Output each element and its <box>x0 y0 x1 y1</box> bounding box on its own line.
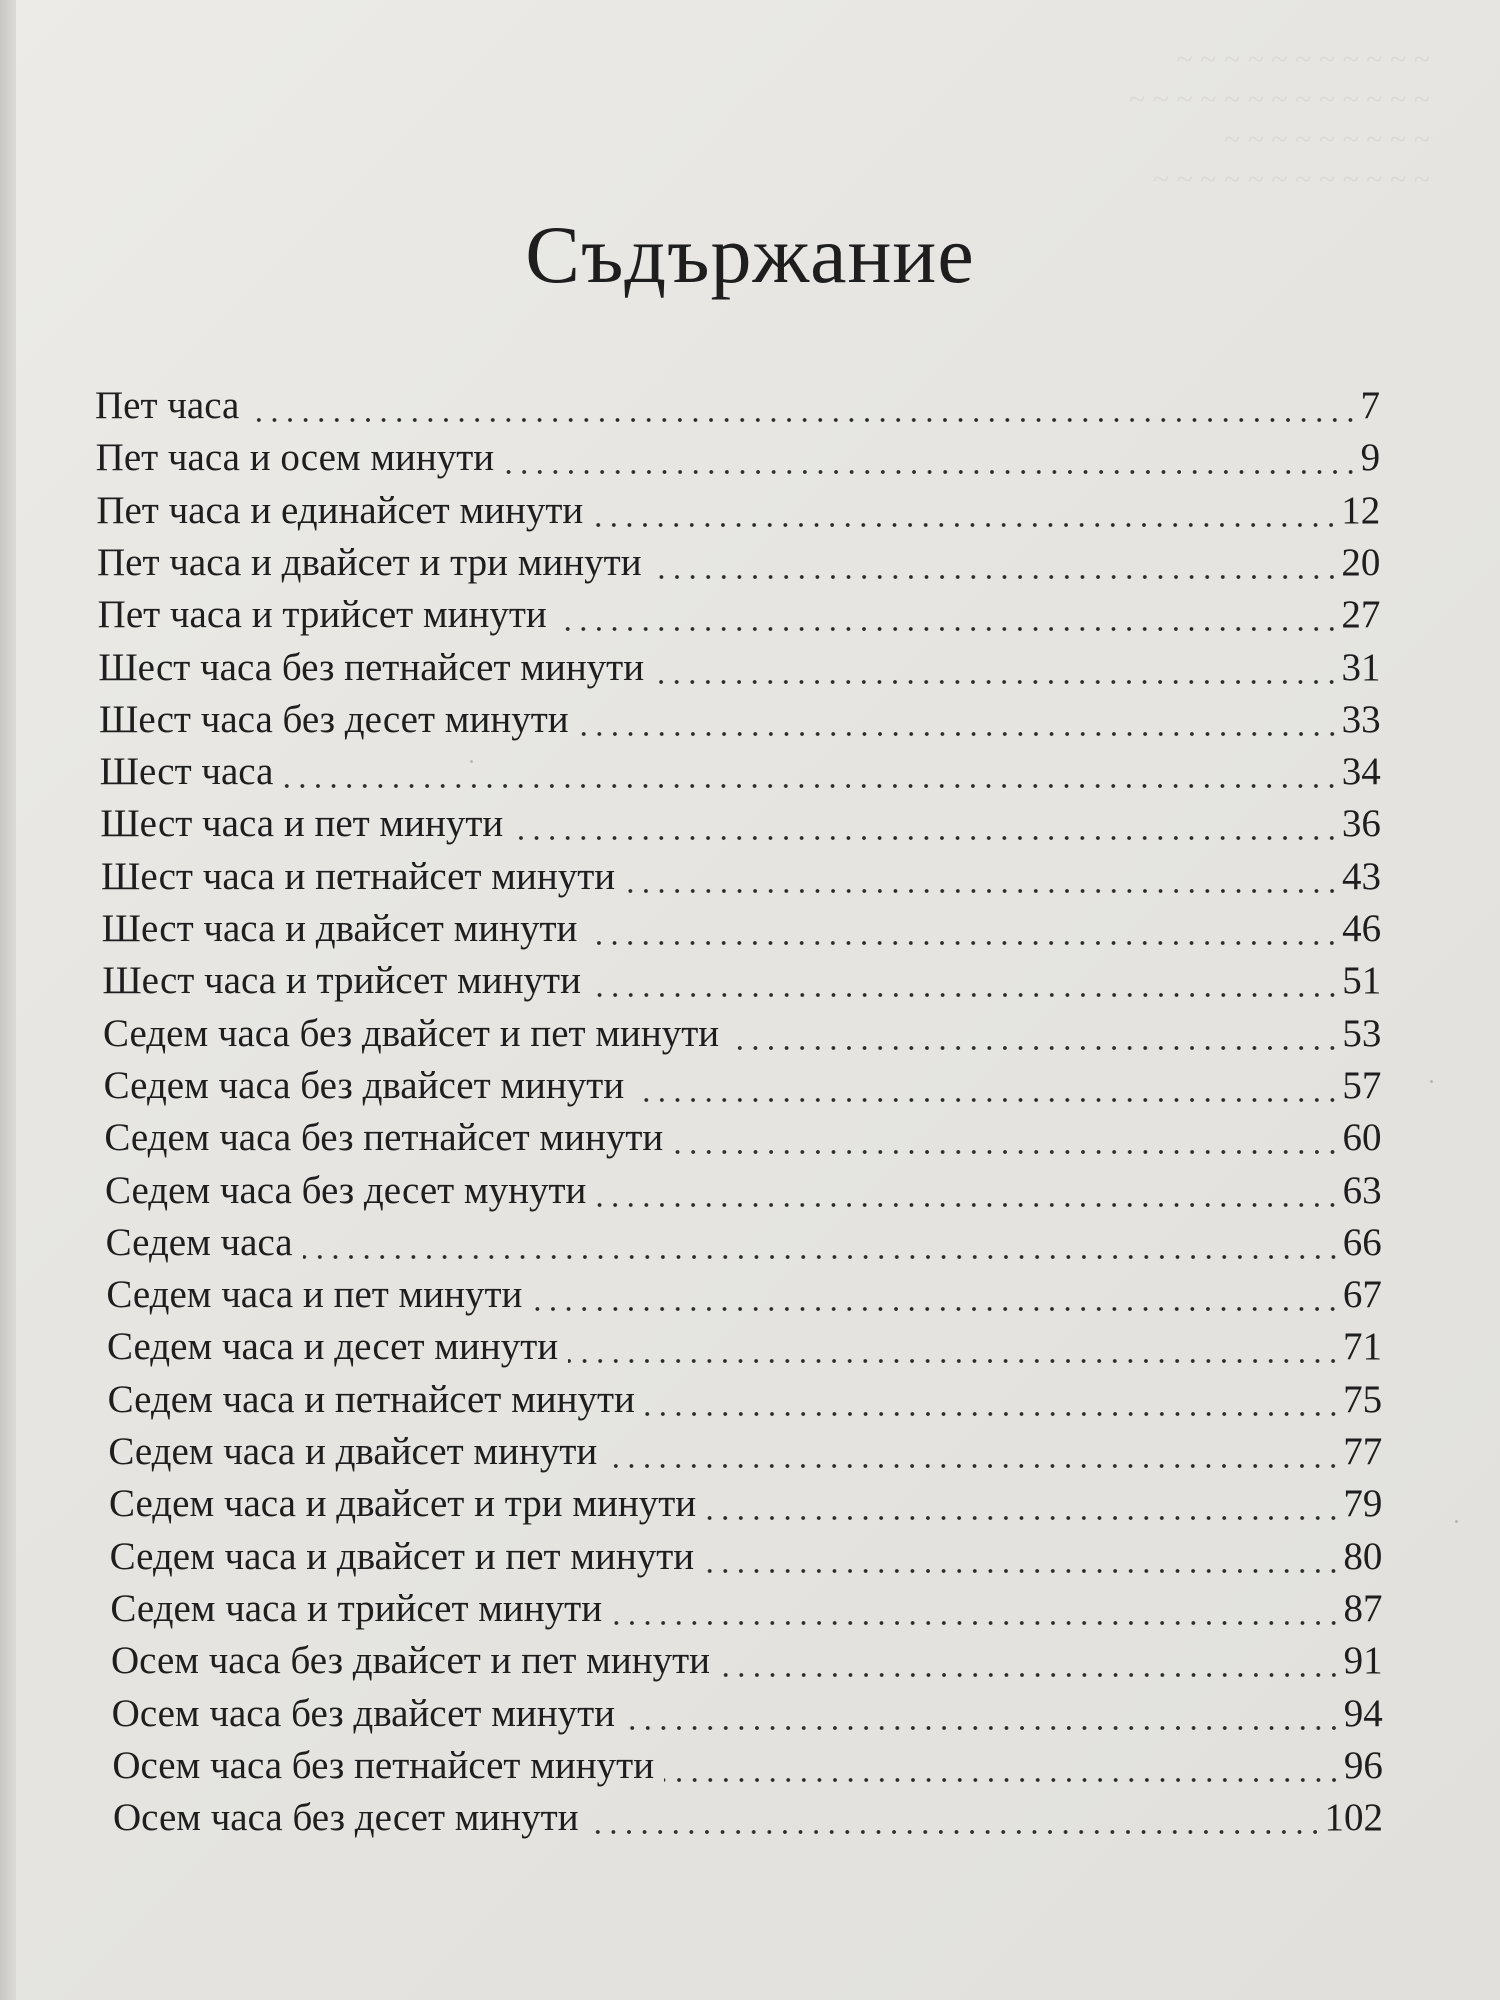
toc-entry <box>105 1165 1382 1217</box>
toc-entry-page-number: 53 <box>1342 1011 1382 1055</box>
toc-entry-title: Седем часа без десет мунути <box>105 1168 587 1212</box>
toc-entry-title: Седем часа и двайсет и три минути <box>109 1482 697 1526</box>
dot-leader <box>654 680 1339 684</box>
dot-leader <box>625 1726 1342 1730</box>
toc-entry <box>104 1112 1381 1164</box>
toc-entry-page-number: 71 <box>1343 1325 1382 1369</box>
dot-leader <box>532 1307 1340 1311</box>
toc-entry-title: Седем часа без двайсет и пет минути <box>103 1011 720 1055</box>
toc-entry-title: Пет часа и единайсет минути <box>96 488 584 532</box>
dot-leader <box>706 1516 1341 1520</box>
toc-entry-page-number: 80 <box>1343 1534 1383 1578</box>
dot-leader <box>593 523 1339 527</box>
toc-entry <box>98 589 1381 641</box>
toc-entry-page-number: 96 <box>1343 1743 1383 1787</box>
dot-leader <box>283 784 1339 788</box>
toc-entry-page-number: 36 <box>1341 802 1381 846</box>
toc-entry <box>108 1374 1382 1426</box>
dot-leader <box>589 1830 1323 1834</box>
toc-entry <box>112 1688 1383 1740</box>
toc-entry-title: Седем часа без двайсет минути <box>103 1063 625 1107</box>
dot-leader <box>625 889 1340 893</box>
toc-entry-page-number: 60 <box>1342 1116 1382 1160</box>
dot-leader <box>249 418 1358 422</box>
toc-entry-title: Шест часа <box>99 750 274 794</box>
toc-entry-page-number: 102 <box>1324 1796 1383 1840</box>
toc-entry <box>104 1060 1382 1112</box>
dot-leader <box>504 470 1358 474</box>
toc-entry <box>97 537 1380 589</box>
toc-entry <box>100 746 1381 798</box>
toc-entry <box>102 955 1381 1007</box>
show-through-text: ~ ~ ~ ~ ~ ~ ~ ~ ~ ~ ~ ~ ~ ~ ~ ~ ~ ~ ~ ~ ~ ~ ~ ~ ~ ~ ~ ~ ~ ~ ~ ~ ~ ~ ~ ~ ~ ~ ~ ~ ~ ~ ~ ~ ~ <box>1129 43 1430 196</box>
paper-speck <box>1455 1520 1458 1523</box>
toc-entry <box>101 851 1381 903</box>
toc-entry-title: Осем часа без двайсет минути <box>111 1691 616 1735</box>
toc-entry-page-number: 91 <box>1343 1639 1383 1683</box>
toc-entry <box>106 1217 1382 1269</box>
toc-entry-page-number: 33 <box>1341 697 1381 741</box>
toc-entry-title: Осем часа без двайсет и пет минути <box>111 1639 710 1683</box>
dot-leader <box>591 993 1340 997</box>
dot-leader <box>704 1569 1341 1573</box>
toc-entry-title: Шест часа и пет минути <box>100 802 504 846</box>
toc-entry-title: Седем часа и двайсет минути <box>108 1430 598 1473</box>
toc-entry <box>96 485 1380 537</box>
toc-entry <box>96 432 1380 484</box>
toc-entry-title: Шест часа и двайсет минути <box>101 907 578 950</box>
dot-leader <box>587 941 1340 945</box>
dot-leader <box>645 1412 1341 1416</box>
toc-entry-page-number: 43 <box>1342 854 1381 898</box>
paper-speck <box>470 760 473 763</box>
toc-entry-page-number: 31 <box>1341 645 1381 689</box>
toc-entry-page-number: 79 <box>1343 1482 1383 1526</box>
toc-entry-title: Седем часа и трийсет минути <box>110 1586 603 1630</box>
dot-leader <box>596 1203 1340 1207</box>
toc-entry-title: Пет часа и осем минути <box>95 436 495 480</box>
toc-entry-title: Осем часа без десет минути <box>113 1796 579 1840</box>
toc-entry-page-number: 27 <box>1341 593 1381 637</box>
dot-leader <box>673 1150 1340 1154</box>
toc-entry-title: Шест часа без петнайсет минути <box>98 645 645 689</box>
page-title: Съдържание <box>525 209 975 300</box>
toc-entry-page-number: 46 <box>1342 907 1382 950</box>
dot-leader <box>720 1673 1342 1677</box>
dot-leader <box>303 1255 1341 1259</box>
toc-entry <box>113 1792 1383 1844</box>
toc-entry-page-number: 51 <box>1342 959 1382 1003</box>
toc-entry <box>107 1321 1382 1373</box>
toc-entry-title: Седем часа <box>105 1220 293 1264</box>
toc-entry-title: Шест часа и трийсет минути <box>102 959 581 1003</box>
toc-entry-title: Осем часа без петнайсет минути <box>112 1743 655 1787</box>
toc-entry-page-number: 66 <box>1342 1220 1382 1264</box>
toc-entry <box>100 798 1381 850</box>
dot-leader <box>607 1464 1341 1468</box>
toc-entry <box>106 1269 1382 1321</box>
toc-entry-page-number: 77 <box>1343 1430 1383 1473</box>
toc-entry-page-number: 67 <box>1342 1273 1382 1317</box>
toc-entry <box>112 1740 1383 1792</box>
toc-entry <box>103 1008 1381 1060</box>
toc-entry <box>110 1531 1383 1583</box>
toc-entry-title: Седем часа и десет минути <box>107 1325 559 1369</box>
dot-leader <box>568 1359 1341 1363</box>
toc-entry <box>99 694 1381 746</box>
toc-entry-page-number: 87 <box>1343 1586 1383 1630</box>
toc-entry <box>109 1478 1382 1530</box>
toc-entry-title: Пет часа и трийсет минути <box>97 593 547 637</box>
dot-leader <box>612 1621 1341 1625</box>
toc-entry-title: Пет часа <box>95 384 240 427</box>
toc-entry <box>98 642 1380 694</box>
toc-entry-page-number: 94 <box>1343 1691 1383 1735</box>
toc-entry-title: Седем часа и пет минути <box>106 1273 523 1317</box>
dot-leader <box>557 627 1340 631</box>
toc-entry <box>111 1635 1383 1687</box>
dot-leader <box>579 732 1340 736</box>
toc-entry-page-number: 7 <box>1360 384 1380 427</box>
toc-entry-page-number: 20 <box>1341 540 1381 584</box>
toc-entry-page-number: 9 <box>1360 436 1381 480</box>
toc-entry-page-number: 57 <box>1342 1063 1382 1107</box>
toc-entry-title: Седем часа и двайсет и пет минути <box>109 1534 695 1578</box>
toc-entry-title: Седем часа и петнайсет минути <box>107 1377 635 1421</box>
dot-leader <box>513 836 1340 840</box>
toc-entry-page-number: 12 <box>1341 488 1381 532</box>
toc-entry-title: Пет часа и двайсет и три минути <box>97 540 642 584</box>
toc-entry-title: Шест часа без десет минути <box>99 697 569 741</box>
toc-entry-page-number: 75 <box>1343 1377 1383 1421</box>
toc-entry-page-number: 34 <box>1341 750 1381 794</box>
dot-leader <box>634 1098 1340 1102</box>
toc-entry <box>108 1426 1382 1478</box>
toc-entry-title: Шест часа и петнайсет минути <box>101 854 616 898</box>
toc-entry <box>102 903 1381 955</box>
toc-entry <box>110 1583 1382 1635</box>
dot-leader <box>729 1046 1340 1050</box>
paper-speck <box>1430 1080 1433 1083</box>
dot-leader <box>664 1778 1342 1782</box>
dot-leader <box>652 575 1340 579</box>
toc-entry-page-number: 63 <box>1342 1168 1382 1212</box>
toc-entry-title: Седем часа без петнайсет минути <box>104 1116 664 1160</box>
toc-entry <box>95 380 1380 432</box>
